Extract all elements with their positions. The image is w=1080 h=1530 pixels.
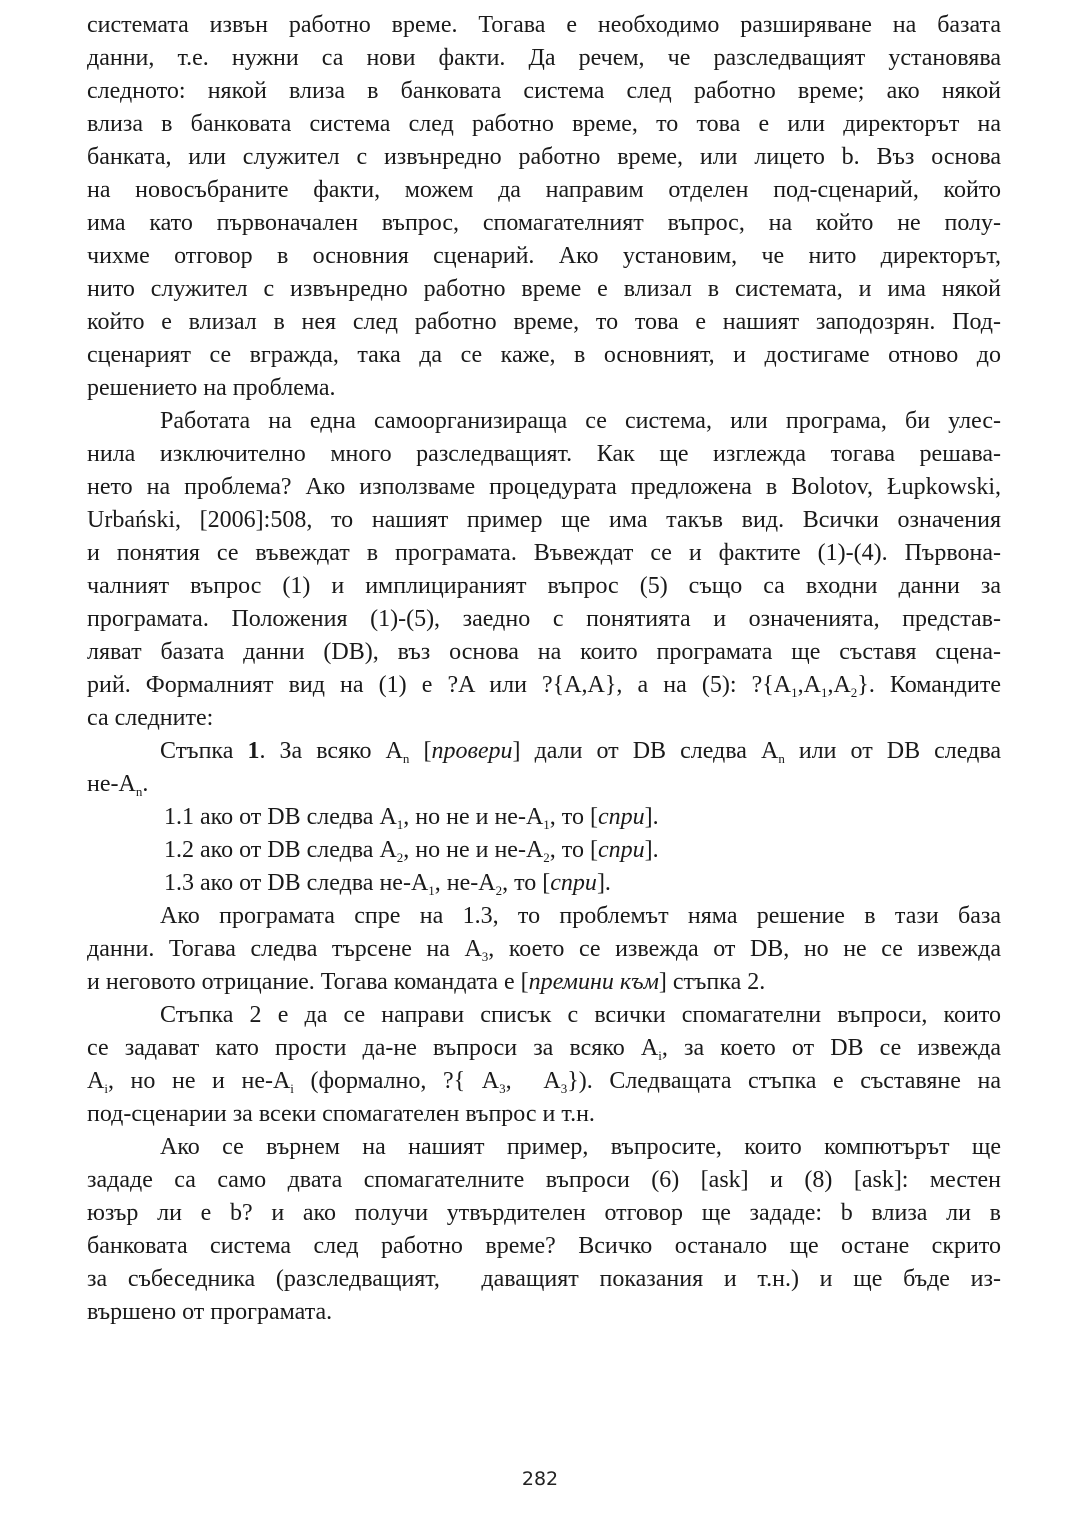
subscript: 2: [396, 850, 404, 865]
text-line: [87, 636, 1001, 669]
text-run: , за което от DB се извежда: [661, 1035, 1001, 1061]
text-run: , което се извежда от DB, но не се извежда: [488, 936, 1002, 962]
text-run: данни, т.е. нужни са нови факти. Да речем, че разследващият установява: [87, 45, 1001, 71]
italic-command: премини към: [528, 969, 659, 995]
subscript: i: [658, 1048, 662, 1063]
text-line: [87, 1065, 1001, 1098]
text-run: се задават като прости да-не въпроси за всяко A: [87, 1035, 659, 1061]
text-line: [87, 207, 1001, 240]
text-run: 1.3 ако от DB следва не-A: [164, 870, 429, 896]
text-run: , то [: [549, 837, 598, 863]
subscript: n: [402, 751, 410, 766]
subscript: 3: [499, 1081, 506, 1096]
subscript: i: [104, 1081, 108, 1096]
text-line: [87, 1296, 1001, 1329]
text-run: нето на проблема? Ако използваме процедурата предложена в Bolotov, Łupkowski,: [87, 474, 1001, 500]
text-run: влиза в банковата система след работно време, то това е или директорът на: [87, 111, 1001, 137]
text-line: [87, 702, 1001, 735]
subscript: 3: [481, 949, 489, 964]
subscript: 1: [396, 817, 404, 832]
text-run: Ако се върнем на нашият пример, въпросите, които компютърът ще: [160, 1134, 1001, 1160]
text-run: и понятия се въвеждат в програмата. Въвеждат се и фактите (1)-(4). Първона-: [87, 540, 1001, 566]
list-item-line: [87, 834, 1001, 867]
bold-step-number: 1: [247, 738, 260, 764]
text-run: [: [409, 738, 432, 764]
text-run: на новосъбраните факти, можем да направим отделен под-сценарий, който: [87, 177, 1001, 203]
text-line: [87, 174, 1001, 207]
text-line: [87, 306, 1001, 339]
text-line: [87, 1131, 1001, 1164]
text-run: данни. Тогава следва търсене на A: [87, 936, 482, 962]
text-line: [87, 537, 1001, 570]
subscript: 2: [543, 850, 550, 865]
subscript: 1: [791, 685, 798, 700]
text-run: не-A: [87, 771, 136, 797]
text-run: , но не и не-A: [107, 1068, 291, 1094]
italic-command: спри: [597, 837, 645, 863]
text-run: ].: [644, 804, 659, 830]
subscript: 1: [428, 883, 435, 898]
text-run: юзър ли е b? и ако получи утвърдителен отговор ще зададе: b влиза ли в: [87, 1200, 1001, 1226]
text-run: Ако програмата спре на 1.3, то проблемът няма решение в тази база: [160, 903, 1001, 929]
text-line: [87, 339, 1001, 372]
text-line: [87, 735, 1001, 768]
text-run: , то [: [502, 870, 551, 896]
text-run: чихме отговор в основния сценарий. Ако установим, че нито директорът,: [87, 243, 1001, 269]
text-run: , но не и не-A: [403, 837, 544, 863]
text-line: [87, 108, 1001, 141]
text-line: [87, 999, 1001, 1032]
text-line: [87, 504, 1001, 537]
text-line: [87, 900, 1001, 933]
text-line: [87, 966, 1001, 999]
text-run: програмата. Положения (1)-(5), заедно с понятията и означенията, представ-: [87, 606, 1001, 632]
text-line: [87, 1230, 1001, 1263]
text-run: банковата система след работно време? Всичко останало ще остане скрито: [87, 1233, 1001, 1259]
text-line: [87, 933, 1001, 966]
subscript: 1: [820, 685, 828, 700]
subscript: 2: [495, 883, 503, 898]
text-line: [87, 1197, 1001, 1230]
text-line: [87, 669, 1001, 702]
text-run: 1.1 ако от DB следва A: [164, 804, 397, 830]
text-run: ,A: [797, 672, 821, 698]
text-run: (формално, ?{ A: [293, 1068, 500, 1094]
text-line: [87, 603, 1001, 636]
text-run: ] дали от DB следва A: [512, 738, 779, 764]
italic-command: провери: [431, 738, 513, 764]
text-line: [87, 372, 1001, 405]
text-run: ,A: [827, 672, 851, 698]
text-run: 1.2 ако от DB следва A: [164, 837, 397, 863]
subscript: 3: [560, 1081, 568, 1096]
text-run: рий. Формалният вид на (1) е ?A или ?{A,A}, а на (5): ?{A: [87, 672, 792, 698]
text-run: сценарият се вгражда, така да се каже, в основният, и достигаме отново до: [87, 342, 1001, 368]
text-line: [87, 1098, 1001, 1131]
text-line: [87, 1164, 1001, 1197]
text-line: [87, 141, 1001, 174]
text-line: [87, 570, 1001, 603]
text-run: нила изключително много разследващият. Как ще изглежда тогава решава-: [87, 441, 1001, 467]
text-run: ].: [644, 837, 659, 863]
subscript: i: [290, 1081, 294, 1096]
text-run: вършено от програмата.: [87, 1299, 333, 1325]
text-run: зададе са само двата спомагателните въпроси (6) [ask] и (8) [ask]: местен: [87, 1167, 1001, 1193]
text-line: [87, 240, 1001, 273]
subscript: n: [135, 784, 143, 799]
subscript: 1: [543, 817, 550, 832]
text-line: [87, 405, 1001, 438]
text-run: }). Следващата стъпка е съставяне на: [567, 1068, 1001, 1094]
text-run: ] стъпка 2.: [658, 969, 766, 995]
text-line: [87, 438, 1001, 471]
text-run: }. Командите: [857, 672, 1001, 698]
text-run: Urbański, [2006]:508, то нашият пример ще има такъв вид. Всички означения: [87, 507, 1001, 533]
text-run: който е влизал в нея след работно време, то това е нашият заподозрян. Под-: [87, 309, 1001, 335]
text-run: , но не и не-A: [403, 804, 544, 830]
text-run: решението на проблема.: [87, 375, 336, 401]
text-run: за събеседника (разследващият, даващият показания и т.н.) и ще бъде из-: [87, 1266, 1001, 1292]
text-run: следното: някой влиза в банковата система след работно време; ако някой: [87, 78, 1001, 104]
text-line: [87, 273, 1001, 306]
subscript: 2: [850, 685, 858, 700]
text-run: . За всяко A: [259, 738, 403, 764]
text-line: [87, 1263, 1001, 1296]
text-run: или от DB следва: [784, 738, 1001, 764]
text-run: ляват базата данни (DB), въз основа на които програмата ще съставя сцена-: [87, 639, 1001, 665]
text-run: чалният въпрос (1) и имплицираният въпрос (5) също са входни данни за: [87, 573, 1001, 599]
text-run: са следните:: [87, 705, 214, 731]
text-line: [87, 9, 1001, 42]
text-run: A: [87, 1068, 105, 1094]
text-run: Стъпка 2 е да се направи списък с всички спомагателни въпроси, които: [160, 1002, 1001, 1028]
text-run: под-сценарии за всеки спомагателен въпрос и т.н.: [87, 1101, 595, 1127]
text-run: ].: [596, 870, 611, 896]
list-item-line: [87, 867, 1001, 900]
list-item-line: [87, 801, 1001, 834]
italic-command: спри: [550, 870, 597, 896]
text-run: банката, или служител с извънредно работно време, или лицето b. Въз основа: [87, 144, 1001, 170]
text-line: [87, 471, 1001, 504]
page-number: 282: [521, 1468, 559, 1490]
text-line: [87, 75, 1001, 108]
text-run: .: [142, 771, 149, 797]
text-run: , A: [505, 1068, 561, 1094]
text-run: системата извън работно време. Тогава е необходимо разширяване на базата: [87, 12, 1001, 38]
text-run: , не-A: [434, 870, 496, 896]
text-line: [87, 1032, 1001, 1065]
italic-command: спри: [597, 804, 645, 830]
text-run: нито служител с извънредно работно време е влизал в системата, и има някой: [87, 276, 1001, 302]
text-run: и неговото отрицание. Тогава командата е [: [87, 969, 529, 995]
text-run: Стъпка: [160, 738, 248, 764]
body-text: [87, 9, 1001, 1329]
text-run: има като първоначален въпрос, спомагателният въпрос, на който не полу-: [87, 210, 1001, 236]
text-line: [87, 768, 1001, 801]
text-line: [87, 42, 1001, 75]
text-run: , то [: [549, 804, 598, 830]
text-run: Работата на една самоорганизираща се система, или програма, би улес-: [160, 408, 1001, 434]
subscript: n: [778, 751, 785, 766]
